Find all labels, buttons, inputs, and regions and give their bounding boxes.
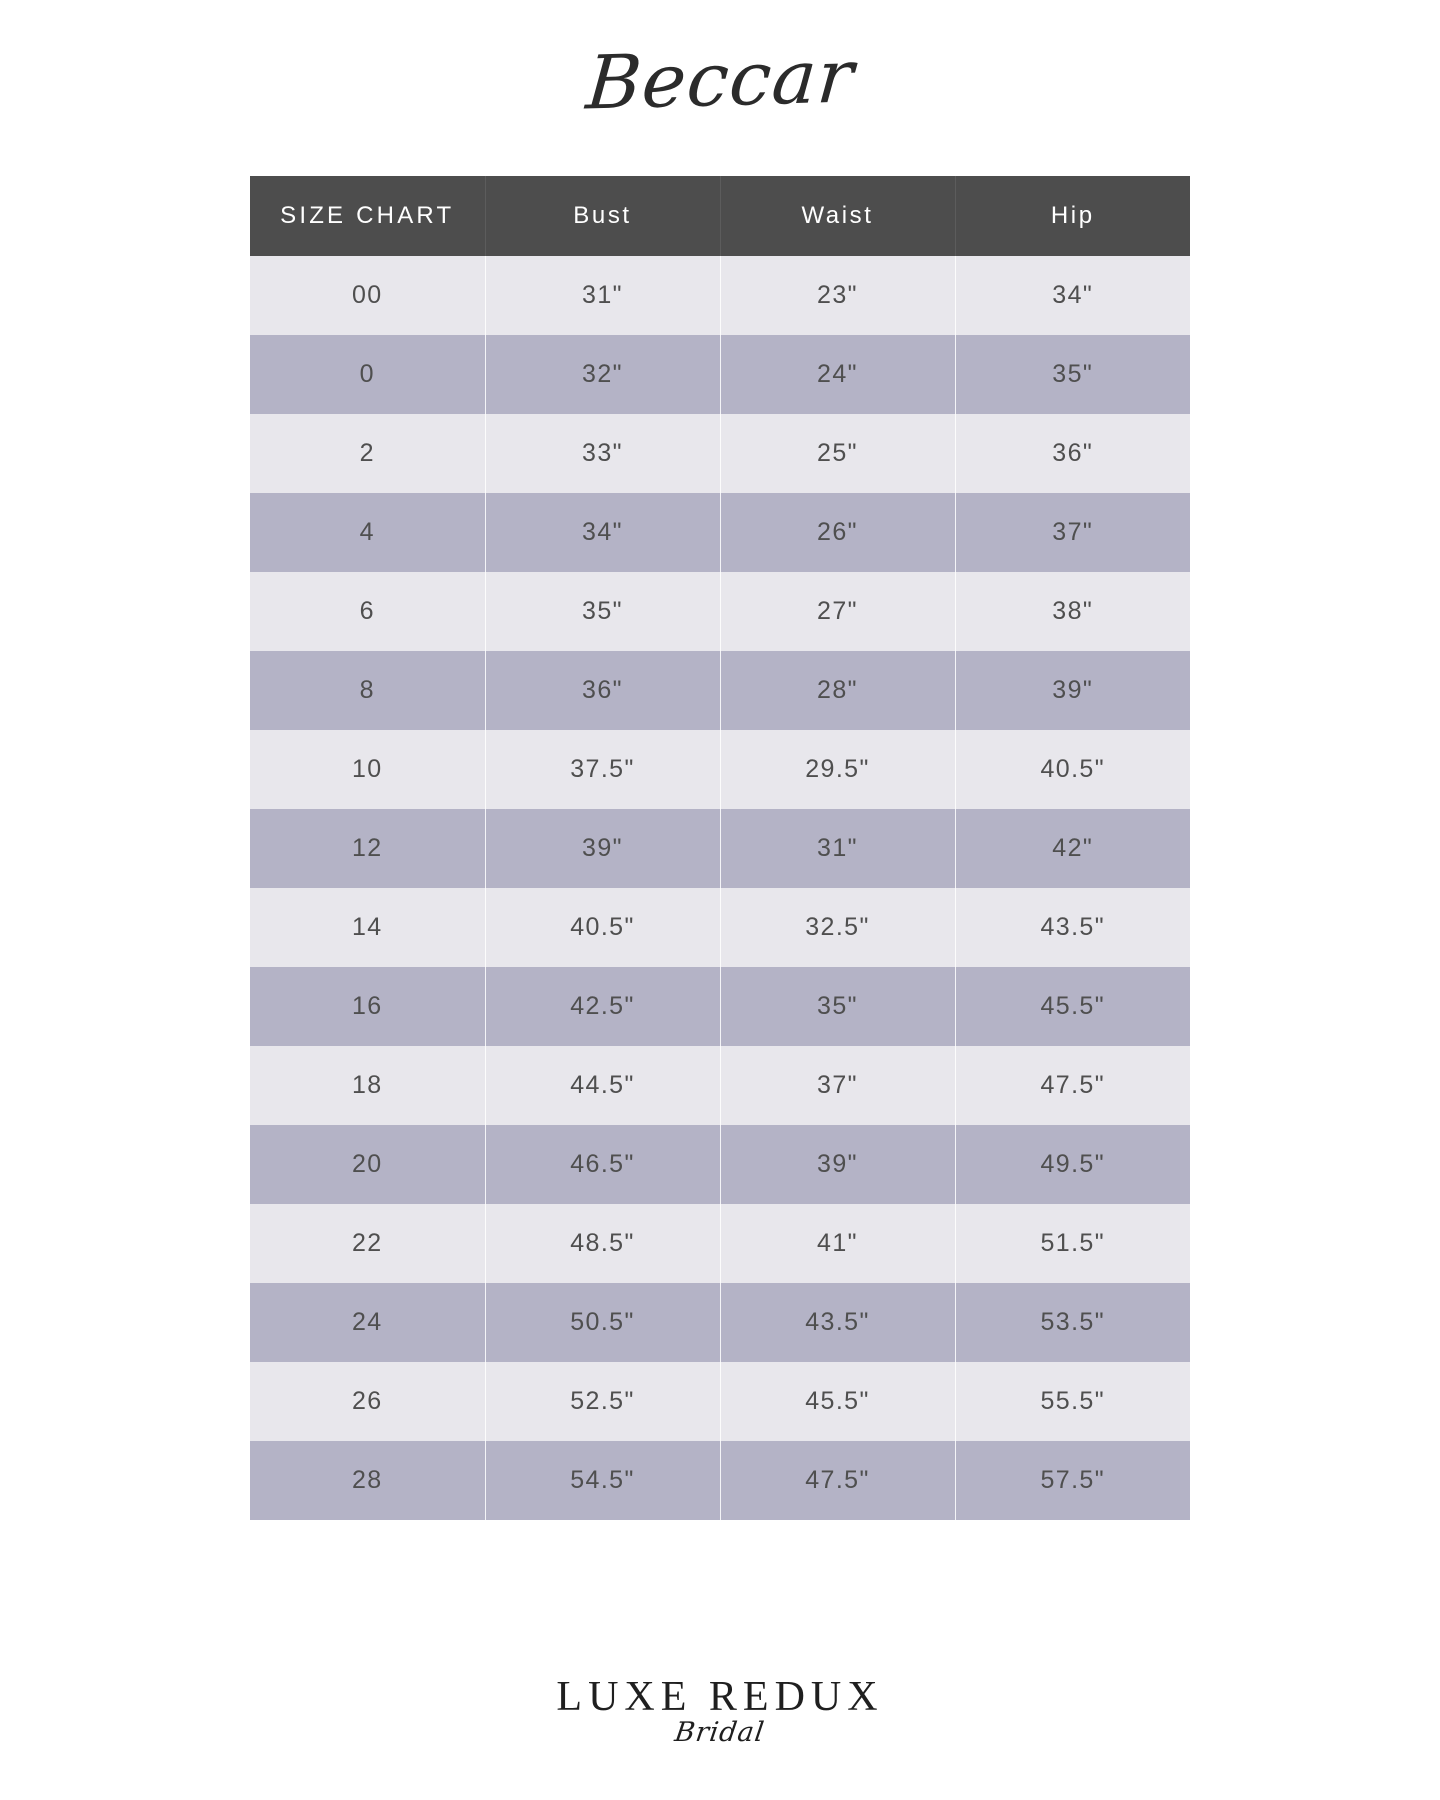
cell-bust: 39" bbox=[485, 809, 720, 888]
table-row bbox=[250, 967, 1190, 1046]
cell-bust: 52.5" bbox=[485, 1362, 720, 1441]
cell-size: 18 bbox=[250, 1046, 485, 1125]
size-chart-table bbox=[250, 176, 1190, 1520]
table-row bbox=[250, 414, 1190, 493]
cell-size: 16 bbox=[250, 967, 485, 1046]
cell-size: 4 bbox=[250, 493, 485, 572]
cell-waist: 47.5" bbox=[720, 1441, 955, 1520]
cell-hip: 57.5" bbox=[955, 1441, 1190, 1520]
cell-waist: 43.5" bbox=[720, 1283, 955, 1362]
cell-hip: 55.5" bbox=[955, 1362, 1190, 1441]
cell-bust: 44.5" bbox=[485, 1046, 720, 1125]
table-row bbox=[250, 888, 1190, 967]
cell-waist: 31" bbox=[720, 809, 955, 888]
table-row bbox=[250, 1125, 1190, 1204]
table-row bbox=[250, 335, 1190, 414]
cell-hip: 51.5" bbox=[955, 1204, 1190, 1283]
cell-bust: 37.5" bbox=[485, 730, 720, 809]
cell-bust: 50.5" bbox=[485, 1283, 720, 1362]
cell-waist: 39" bbox=[720, 1125, 955, 1204]
cell-size: 10 bbox=[250, 730, 485, 809]
cell-size: 00 bbox=[250, 256, 485, 335]
cell-bust: 48.5" bbox=[485, 1204, 720, 1283]
cell-hip: 38" bbox=[955, 572, 1190, 651]
cell-bust: 31" bbox=[485, 256, 720, 335]
table-row bbox=[250, 572, 1190, 651]
column-header-hip: Hip bbox=[955, 176, 1190, 256]
table-row bbox=[250, 256, 1190, 335]
cell-size: 24 bbox=[250, 1283, 485, 1362]
cell-bust: 40.5" bbox=[485, 888, 720, 967]
cell-bust: 36" bbox=[485, 651, 720, 730]
cell-waist: 29.5" bbox=[720, 730, 955, 809]
cell-hip: 43.5" bbox=[955, 888, 1190, 967]
cell-bust: 46.5" bbox=[485, 1125, 720, 1204]
cell-size: 26 bbox=[250, 1362, 485, 1441]
brand-logo-text: Beccar bbox=[583, 33, 857, 127]
cell-size: 0 bbox=[250, 335, 485, 414]
cell-bust: 33" bbox=[485, 414, 720, 493]
cell-hip: 42" bbox=[955, 809, 1190, 888]
size-chart-head bbox=[250, 176, 1190, 256]
cell-size: 20 bbox=[250, 1125, 485, 1204]
cell-waist: 45.5" bbox=[720, 1362, 955, 1441]
cell-hip: 39" bbox=[955, 651, 1190, 730]
cell-size: 6 bbox=[250, 572, 485, 651]
table-row bbox=[250, 1046, 1190, 1125]
table-row bbox=[250, 809, 1190, 888]
cell-bust: 32" bbox=[485, 335, 720, 414]
cell-hip: 53.5" bbox=[955, 1283, 1190, 1362]
footer-logo bbox=[0, 1673, 1440, 1748]
column-header-bust: Bust bbox=[485, 176, 720, 256]
footer-logo-sub: Bridal bbox=[673, 1717, 767, 1748]
cell-bust: 54.5" bbox=[485, 1441, 720, 1520]
cell-waist: 37" bbox=[720, 1046, 955, 1125]
cell-size: 12 bbox=[250, 809, 485, 888]
cell-bust: 34" bbox=[485, 493, 720, 572]
cell-size: 28 bbox=[250, 1441, 485, 1520]
cell-waist: 23" bbox=[720, 256, 955, 335]
cell-waist: 35" bbox=[720, 967, 955, 1046]
cell-waist: 27" bbox=[720, 572, 955, 651]
size-chart-container bbox=[250, 176, 1190, 1520]
footer-logo-main: LUXE REDUX bbox=[556, 1674, 884, 1720]
cell-waist: 32.5" bbox=[720, 888, 955, 967]
column-header-waist: Waist bbox=[720, 176, 955, 256]
cell-size: 14 bbox=[250, 888, 485, 967]
cell-hip: 40.5" bbox=[955, 730, 1190, 809]
cell-hip: 45.5" bbox=[955, 967, 1190, 1046]
table-row bbox=[250, 1204, 1190, 1283]
cell-size: 8 bbox=[250, 651, 485, 730]
cell-hip: 34" bbox=[955, 256, 1190, 335]
cell-bust: 35" bbox=[485, 572, 720, 651]
cell-waist: 28" bbox=[720, 651, 955, 730]
cell-size: 22 bbox=[250, 1204, 485, 1283]
cell-size: 2 bbox=[250, 414, 485, 493]
cell-hip: 49.5" bbox=[955, 1125, 1190, 1204]
column-header-size: SIZE CHART bbox=[250, 176, 485, 256]
cell-hip: 47.5" bbox=[955, 1046, 1190, 1125]
cell-bust: 42.5" bbox=[485, 967, 720, 1046]
header-row bbox=[250, 176, 1190, 256]
table-row bbox=[250, 1362, 1190, 1441]
table-row bbox=[250, 493, 1190, 572]
table-row bbox=[250, 1283, 1190, 1362]
cell-waist: 41" bbox=[720, 1204, 955, 1283]
cell-hip: 37" bbox=[955, 493, 1190, 572]
cell-waist: 26" bbox=[720, 493, 955, 572]
table-row bbox=[250, 1441, 1190, 1520]
cell-hip: 36" bbox=[955, 414, 1190, 493]
brand-logo bbox=[0, 26, 1440, 134]
cell-waist: 25" bbox=[720, 414, 955, 493]
table-row bbox=[250, 730, 1190, 809]
cell-hip: 35" bbox=[955, 335, 1190, 414]
size-chart-body bbox=[250, 256, 1190, 1520]
cell-waist: 24" bbox=[720, 335, 955, 414]
table-row bbox=[250, 651, 1190, 730]
